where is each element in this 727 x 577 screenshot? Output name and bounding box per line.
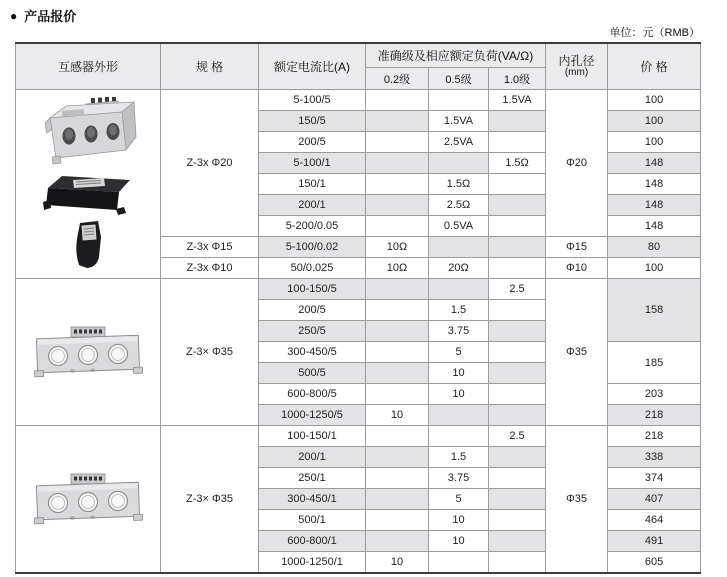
bore-cell: Φ35 (546, 426, 608, 574)
header-appearance: 互感器外形 (16, 43, 161, 90)
ratio-cell: 5-100/1 (259, 153, 366, 174)
photo-black-flat-transformer (16, 171, 160, 217)
header-acc-10: 1.0级 (489, 68, 546, 90)
price-cell: 148 (608, 195, 701, 216)
acc-02-cell (366, 300, 429, 321)
ratio-cell: 1000-1250/1 (259, 552, 366, 574)
table-row (16, 426, 701, 447)
price-cell: 218 (608, 405, 701, 426)
price-cell: 374 (608, 468, 701, 489)
acc-05-cell (429, 237, 489, 258)
photo-ct-3hole-angled (16, 97, 160, 169)
acc-02-cell (366, 174, 429, 195)
product-photo-cell (16, 426, 161, 574)
acc-10-cell (489, 174, 546, 195)
acc-05-cell (429, 405, 489, 426)
ratio-cell: 300-450/1 (259, 489, 366, 510)
acc-05-cell (429, 426, 489, 447)
acc-10-cell (489, 384, 546, 405)
acc-05-cell: 0.5VA (429, 216, 489, 237)
photo-ct-3hole-front (16, 472, 160, 526)
header-acc-05: 0.5级 (429, 68, 489, 90)
ratio-cell: 200/1 (259, 195, 366, 216)
spec-cell: Z-3x Φ15 (161, 237, 259, 258)
acc-05-cell: 1.5VA (429, 111, 489, 132)
product-price-table (15, 42, 701, 574)
price-cell: 100 (608, 258, 701, 279)
header-acc-02: 0.2级 (366, 68, 429, 90)
bore-cell: Φ15 (546, 237, 608, 258)
acc-10-cell (489, 237, 546, 258)
acc-05-cell: 2.5Ω (429, 195, 489, 216)
acc-10-cell: 2.5 (489, 279, 546, 300)
acc-02-cell (366, 426, 429, 447)
price-cell: 338 (608, 447, 701, 468)
price-cell: 100 (608, 111, 701, 132)
acc-10-cell (489, 405, 546, 426)
acc-05-cell (429, 90, 489, 111)
acc-02-cell (366, 342, 429, 363)
header-accuracy-group: 准确级及相应额定负荷(VA/Ω) (366, 43, 546, 68)
price-cell: 100 (608, 90, 701, 111)
ratio-cell: 100-150/5 (259, 279, 366, 300)
product-photo-cell (16, 279, 161, 426)
acc-10-cell: 1.5Ω (489, 153, 546, 174)
acc-05-cell: 10 (429, 531, 489, 552)
acc-02-cell (366, 531, 429, 552)
price-cell: 464 (608, 510, 701, 531)
header-bore-title: 内孔径 (558, 54, 595, 68)
ratio-cell: 250/5 (259, 321, 366, 342)
price-cell: 605 (608, 552, 701, 574)
spec-cell: Z-3x Φ10 (161, 258, 259, 279)
price-cell: 148 (608, 216, 701, 237)
acc-10-cell (489, 342, 546, 363)
acc-10-cell (489, 111, 546, 132)
ratio-cell: 5-200/0.05 (259, 216, 366, 237)
acc-05-cell: 10 (429, 363, 489, 384)
ratio-cell: 200/5 (259, 132, 366, 153)
ratio-cell: 200/5 (259, 300, 366, 321)
price-cell: 148 (608, 153, 701, 174)
acc-05-cell (429, 279, 489, 300)
acc-05-cell: 20Ω (429, 258, 489, 279)
ratio-cell: 200/1 (259, 447, 366, 468)
acc-02-cell (366, 321, 429, 342)
acc-05-cell: 1.5 (429, 447, 489, 468)
acc-02-cell (366, 279, 429, 300)
price-cell: 203 (608, 384, 701, 405)
price-cell: 80 (608, 237, 701, 258)
acc-10-cell (489, 216, 546, 237)
ratio-cell: 300-450/5 (259, 342, 366, 363)
acc-02-cell (366, 384, 429, 405)
acc-05-cell: 3.75 (429, 321, 489, 342)
ratio-cell: 5-100/0.02 (259, 237, 366, 258)
acc-02-cell (366, 90, 429, 111)
acc-10-cell (489, 552, 546, 574)
acc-02-cell: 10 (366, 552, 429, 574)
ratio-cell: 500/1 (259, 510, 366, 531)
ratio-cell: 100-150/1 (259, 426, 366, 447)
ratio-cell: 600-800/5 (259, 384, 366, 405)
acc-10-cell (489, 447, 546, 468)
acc-02-cell (366, 153, 429, 174)
ratio-cell: 250/1 (259, 468, 366, 489)
bore-cell: Φ10 (546, 258, 608, 279)
price-cell: 407 (608, 489, 701, 510)
unit-note: 单位：元（RMB） (609, 27, 700, 39)
header-ratio: 额定电流比(A) (259, 43, 366, 90)
price-cell: 148 (608, 174, 701, 195)
ratio-cell: 50/0.025 (259, 258, 366, 279)
header-bore (546, 43, 608, 90)
acc-02-cell: 10Ω (366, 258, 429, 279)
photo-black-mini-transformer (16, 219, 160, 271)
ratio-cell: 500/5 (259, 363, 366, 384)
acc-10-cell (489, 258, 546, 279)
table-body (16, 90, 701, 574)
acc-05-cell: 10 (429, 510, 489, 531)
spec-cell: Z-3x Φ20 (161, 90, 259, 237)
acc-10-cell: 1.5VA (489, 90, 546, 111)
photo-ct-3hole-front (16, 325, 160, 379)
acc-10-cell (489, 321, 546, 342)
acc-05-cell: 5 (429, 342, 489, 363)
acc-02-cell (366, 489, 429, 510)
ratio-cell: 150/1 (259, 174, 366, 195)
acc-02-cell (366, 111, 429, 132)
acc-05-cell: 5 (429, 489, 489, 510)
table-row (16, 90, 701, 111)
acc-02-cell (366, 132, 429, 153)
bore-cell: Φ35 (546, 279, 608, 426)
acc-10-cell (489, 510, 546, 531)
acc-02-cell: 10 (366, 405, 429, 426)
bore-cell: Φ20 (546, 90, 608, 237)
header-bore-unit: (mm) (564, 67, 589, 78)
ratio-cell: 1000-1250/5 (259, 405, 366, 426)
acc-05-cell: 2.5VA (429, 132, 489, 153)
acc-10-cell (489, 531, 546, 552)
acc-10-cell (489, 468, 546, 489)
price-cell: 218 (608, 426, 701, 447)
acc-02-cell (366, 510, 429, 531)
price-cell: 491 (608, 531, 701, 552)
bullet-icon (10, 8, 17, 23)
acc-05-cell: 1.5Ω (429, 174, 489, 195)
page-title: 产品报价 (24, 9, 77, 24)
acc-10-cell (489, 489, 546, 510)
acc-05-cell: 3.75 (429, 468, 489, 489)
spec-cell: Z-3× Φ35 (161, 426, 259, 574)
acc-02-cell (366, 363, 429, 384)
acc-10-cell (489, 195, 546, 216)
table-header (16, 43, 701, 90)
acc-10-cell (489, 300, 546, 321)
price-cell: 100 (608, 132, 701, 153)
acc-02-cell (366, 216, 429, 237)
acc-02-cell (366, 195, 429, 216)
acc-05-cell (429, 153, 489, 174)
acc-02-cell (366, 468, 429, 489)
ratio-cell: 600-800/1 (259, 531, 366, 552)
acc-02-cell (366, 447, 429, 468)
acc-10-cell (489, 363, 546, 384)
page-title-row (10, 6, 76, 25)
acc-05-cell: 10 (429, 384, 489, 405)
header-spec: 规 格 (161, 43, 259, 90)
spec-cell: Z-3× Φ35 (161, 279, 259, 426)
ratio-cell: 5-100/5 (259, 90, 366, 111)
acc-02-cell: 10Ω (366, 237, 429, 258)
ratio-cell: 150/5 (259, 111, 366, 132)
acc-10-cell: 2.5 (489, 426, 546, 447)
price-cell: 158 (608, 279, 701, 342)
table-row (16, 279, 701, 300)
acc-05-cell: 1.5 (429, 300, 489, 321)
price-cell: 185 (608, 342, 701, 384)
acc-05-cell (429, 552, 489, 574)
header-price: 价 格 (608, 43, 701, 90)
acc-10-cell (489, 132, 546, 153)
product-photo-cell (16, 90, 161, 279)
